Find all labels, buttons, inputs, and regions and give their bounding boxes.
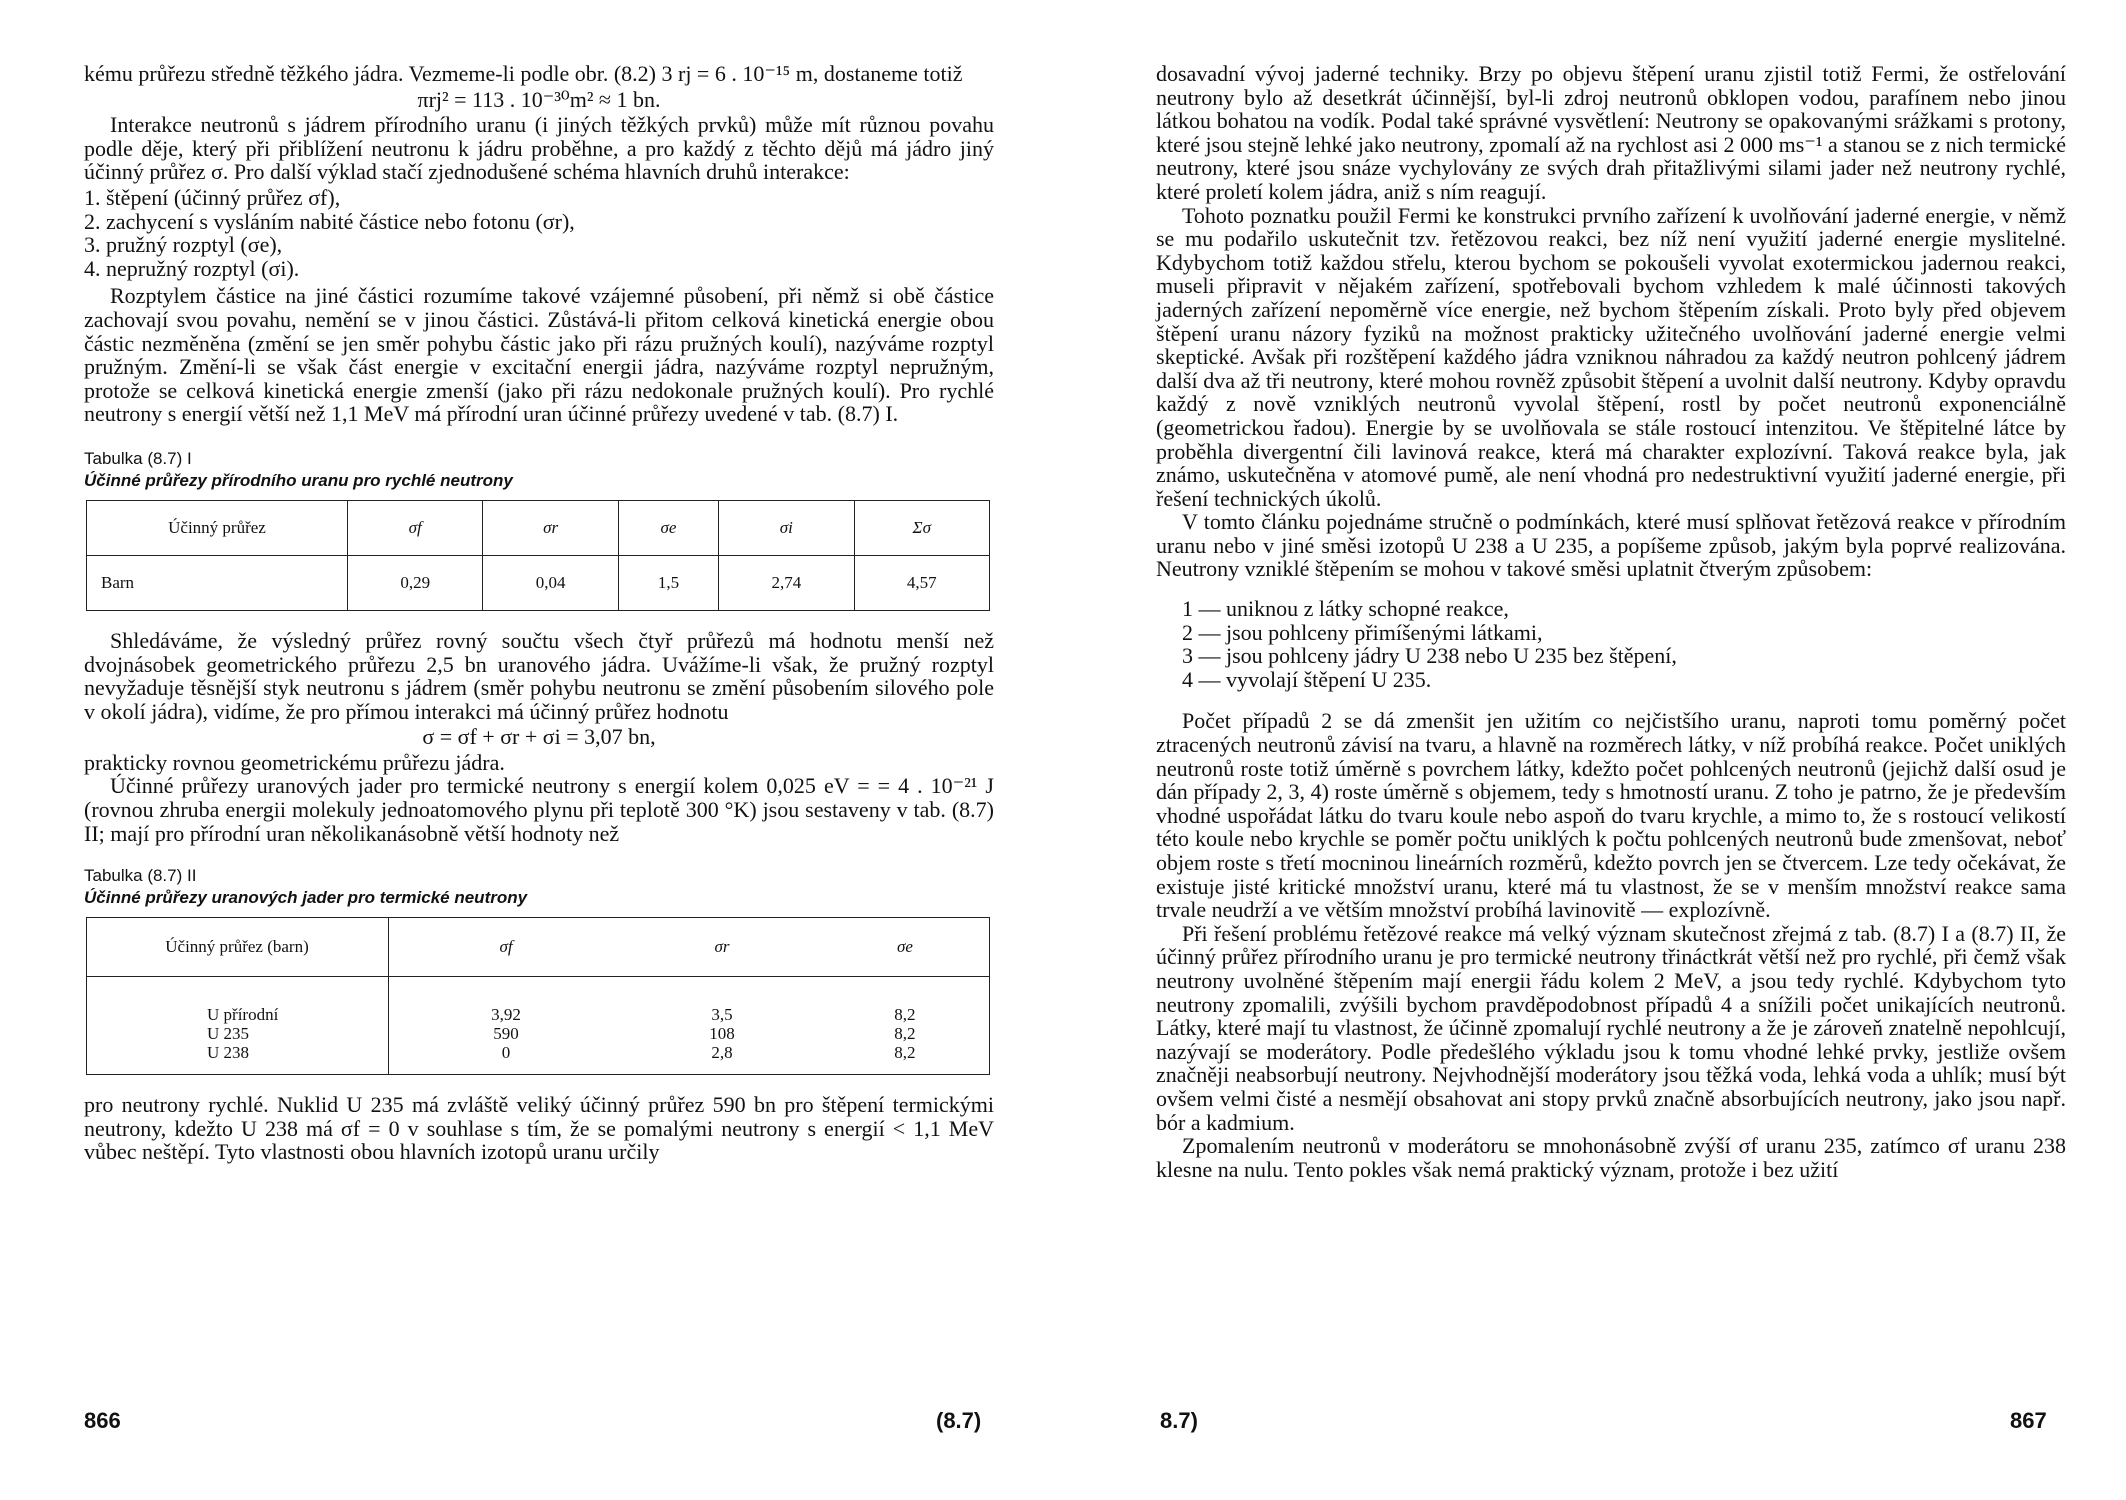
table-row: [87, 977, 990, 1075]
section-marker-left: (8.7): [936, 1408, 982, 1433]
left-paragraph-geometric: prakticky rovnou geometrickému průřezu jádra.: [84, 749, 505, 775]
value: 108: [709, 1024, 735, 1044]
right-paragraph-fermi: dosavadní vývoj jaderné techniky. Brzy po objevu štěpení uranu zjistil totiž Fermi, že ostřelování neutrony bylo až desetkrát účinnější, byl-li zdroj neutronů obklopen vodou, parafínem nebo jinou látkou bohatou na vodík. Podal také správné vysvětlení: Neutrony se opakovanými srážkami s protony, které jsou stejně lehké jako neutrony, zpomalí až na rychlost asi 2 000 ms⁻¹ a stanou se z nich termické neutrony, které jsou snáze vychylovány ze svých drah přitažlivými silami jader než neutrony rychlé, které proletí kolem jádra, aniž s ním reagují.: [1156, 61, 2066, 204]
table-1-label: Tabulka (8.7) I: [84, 448, 192, 468]
table-fast-neutrons: [86, 500, 990, 611]
table-header-row: [87, 500, 990, 555]
left-page: [84, 62, 994, 1164]
list-item: 2 — jsou pohlceny přimíšenými látkami,: [1182, 619, 1543, 645]
table-thermal-neutrons: [86, 917, 990, 1075]
value: 0: [501, 1043, 511, 1063]
right-paragraph-moderators: Při řešení problému řetězové reakce má velký význam skutečnost zřejmá z tab. (8.7) I a (8.7) II, že účinný průřez přírodního uranu je pro termické neutrony třináctkrát větší než pro rychlé, při čemž však neutrony uvolněné štěpením mají energii řádu kolem 2 MeV, a jsou tedy rychlé. Kdybychom tyto neutrony zpomalili, zvýšili bychom pravděpodobnost případů 4 a snížili počet unikajících neutronů. Látky, které mají tu vlastnost, že účinně zpomalují rychlé neutrony a že je zároveň znatelně nepohlcují, nazývají se moderátory. Podle předešlého výkladu jsou k tomu vhodné lehké prvky, jestliže ovšem značněji neabsorbují neutrony. Nejvhodnější moderátory jsou těžká voda, lehká voda a uhlík; musí být ovšem velmi čisté a nesmějí obsahovat ani stopy prvků značně absorbujících neutrony, jako jsou např. bór a kadmium.: [1156, 920, 2066, 1135]
list-item: 1. štěpení (účinný průřez σf),: [84, 184, 341, 210]
value: 2,8: [711, 1043, 733, 1063]
list-item: 3. pružný rozptyl (σe),: [84, 232, 283, 258]
neutron-fate-list: [1156, 597, 2066, 691]
right-paragraph-conditions: V tomto článku pojednáme stručně o podmínkách, které musí splňovat řetězová reakce v přírodním uranu nebo v jiné směsi izotopů U 238 a U 235, a popíšeme způsob, jakým byla poprvé realizována. Neutrony vzniklé štěpením se mohou v takové směsi uplatnit čtverým způsobem:: [1156, 509, 2066, 582]
formula-cross-section: πrj² = 113 . 10⁻³⁰m² ≈ 1 bn.: [417, 86, 661, 112]
list-item: 4 — vyvolají štěpení U 235.: [1182, 666, 1432, 692]
isotope-label: U přírodní: [207, 1005, 279, 1025]
right-page: [1156, 62, 2066, 1181]
list-item: 3 — jsou pohlceny jádry U 238 nebo U 235 bez štěpení,: [1182, 643, 1677, 669]
value: 3,92: [491, 1005, 521, 1025]
table-header-cell: Účinný průřez (barn): [87, 918, 389, 977]
value: 590: [493, 1024, 519, 1044]
value: 8,2: [894, 1024, 916, 1044]
isotope-label: U 235: [207, 1024, 250, 1044]
list-item: 4. nepružný rozptyl (σi).: [84, 255, 300, 281]
value: 8,2: [894, 1005, 916, 1025]
left-paragraph-final: pro neutrony rychlé. Nuklid U 235 má zvláště veliký účinný průřez 590 bn pro štěpení termickými neutrony, kdežto U 238 má σf = 0 v souhlase s tím, že se pomalými neutrony s energií < 1,1 MeV vůbec neštěpí. Tyto vlastnosti obou hlavních izotopů uranu určily: [84, 1092, 994, 1165]
table-cell: 1,5: [618, 555, 718, 610]
section-marker-right: 8.7): [1160, 1408, 1198, 1433]
table-header-cell: σe: [821, 918, 990, 977]
table-cell-isotopes: [87, 977, 389, 1075]
table-cell: Barn: [87, 555, 348, 610]
table-header-cell: σi: [719, 500, 854, 555]
table-1-title: Účinné průřezy přírodního uranu pro rychlé neutrony: [84, 470, 513, 490]
table-2-label: Tabulka (8.7) II: [84, 866, 197, 886]
table-header-row: [87, 918, 990, 977]
table-header-cell: σf: [389, 918, 624, 977]
table-cell: 0,29: [348, 555, 483, 610]
left-paragraph-sum: Shledáváme, že výsledný průřez rovný součtu všech čtyř průřezů má hodnotu menší než dvojnásobek geometrického průřezu 2,5 bn uranového jádra. Uvážíme-li však, že pružný rozptyl nevyžaduje těsnější styk neutronu s jádrem (směr pohybu neutronu se změní působením silového pole v okolí jádra), vidíme, že pro přímou interakci má účinný průřez hodnotu: [84, 627, 994, 724]
page-number-right: 867: [2010, 1408, 2047, 1433]
interaction-list: [84, 186, 994, 280]
list-item: 1 — uniknou z látky schopné reakce,: [1182, 596, 1509, 622]
table-cell: 4,57: [854, 555, 989, 610]
page-number-left: 866: [84, 1408, 121, 1433]
list-item: 2. zachycení s vysláním nabité částice nebo fotonu (σr),: [84, 208, 575, 234]
table-cell: 0,04: [483, 555, 618, 610]
table-cell-sigma-e: [821, 977, 990, 1075]
table-header-cell: Účinný průřez: [87, 500, 348, 555]
table-cell-sigma-f: [389, 977, 624, 1075]
table-2-title: Účinné průřezy uranových jader pro termické neutrony: [84, 888, 528, 908]
table-header-cell: Σσ: [854, 500, 989, 555]
right-paragraph-slowdown: Zpomalením neutronů v moderátoru se mnohonásobně zvýší σf uranu 235, zatímco σf uranu 238 klesne na nulu. Tento pokles však nemá praktický význam, protože i bez užití: [1156, 1133, 2066, 1182]
left-paragraph-interaction: Interakce neutronů s jádrem přírodního uranu (i jiných těžkých prvků) může mít různou povahu podle děje, který při přiblížení neutronu k jádru proběhne, a pro každý z těchto dějů má jádro jiný účinný průřez σ. Pro další výklad stačí zjednodušené schéma hlavních druhů interakce:: [84, 112, 994, 185]
right-paragraph-critical-mass: Počet případů 2 se dá zmenšit jen užitím co nejčistšího uranu, naproti tomu poměrný počet ztracených neutronů závisí na tvaru, a hlavně na rozměrech látky, v níž probíhá reakce. Počet uniklých neutronů roste totiž úměrně s povrchem látky, kdežto počet pohlcených neutronů (jejichž další osud je dán případy 2, 3, 4) roste úměrně s objemem, tedy s hmotností uranu. Z toho je patrno, že je především vhodné uspořádat látku do tvaru koule nebo aspoň do tvaru krychle, a mimo to, že s rostoucí velikostí této koule nebo krychle se poměr počtu uniklých k počtu pohlcených neutronů bude zmenšovat, neboť objem roste s třetí mocninou lineárních rozměrů, kdežto povrch jen se čtvercem. Lze tedy očekávat, že existuje jisté kritické množství uranu, které má tu vlastnost, že se v menším množství reakce sama trvale neudrží a ve větším množství probíhá lavinovitě — explozívně.: [1156, 708, 2066, 923]
left-paragraph-scattering: Rozptylem částice na jiné částici rozumíme takové vzájemné působení, při němž si obě částice zachovají svou povahu, nemění se v jinou částici. Zůstává-li přitom celková kinetická energie obou částic nezměněna (změní se jen směr pohybu částic jako při rázu pružných koulí), nazýváme rozptyl pružným. Změní-li se však část energie v excitační energii jádra, nazýváme rozptyl nepružným, protože se celková kinetická energie zmenší (jako při rázu nedokonale pružných koulí). Pro rychlé neutrony s energií větší než 1,1 MeV má přírodní uran účinné průřezy uvedené v tab. (8.7) I.: [84, 283, 994, 427]
table-header-cell: σr: [623, 918, 821, 977]
table-header-cell: σe: [618, 500, 718, 555]
right-paragraph-chain-reaction: Tohoto poznatku použil Fermi ke konstrukci prvního zařízení k uvolňování jaderné energie, v němž se mu podařilo uskutečnit tzv. řetězovou reakci, bez níž není využití jaderné energie myslitelné. Kdybychom totiž každou střelu, kterou bychom se pokoušeli vyvolat exotermickou jadernou reakci, museli připravit v nějakém zařízení, spotřebovali bychom vzhledem k malé účinnosti takových jaderných zařízení nepoměrně více energie, než bychom štěpením získali. Proto byly před objevem štěpení uranu názory fyziků na možnost prakticky užitečného uvolňování jaderné energie velmi skeptické. Avšak při rozštěpení každého jádra vzniknou náhradou za každý neutron pohlcený jádrem další dva až tři neutrony, které mohou rovněž způsobit štěpení a uvolnit další neutrony. Kdyby opravdu každý z nově vzniklých neutronů vyvolal štěpení, rostl by počet neutronů exponenciálně (geometrickou řadou). Energie by se uvolňovala se stále rostoucí intenzitou. Ve štěpitelné látce by proběhla divergentní čili lavinová reakce, která má charakter explozívní. Taková reakce byla, jak známo, uskutečněna v atomové pumě, ale není vhodná pro nedestruktivní využití jaderné energie, při řešení technických úkolů.: [1156, 202, 2066, 511]
isotope-label: U 238: [207, 1043, 250, 1063]
value: 8,2: [894, 1043, 916, 1063]
table-row: [87, 555, 990, 610]
table-cell-sigma-r: [623, 977, 821, 1075]
value: 3,5: [711, 1005, 733, 1025]
left-paragraph-thermal: Účinné průřezy uranových jader pro termické neutrony s energií kolem 0,025 eV = = 4 . 10⁻²¹ J (rovnou zhruba energii molekuly jednoatomového plynu při teplotě 300 °K) jsou sestaveny v tab. (8.7) II; mají pro přírodní uran několikanásobně větší hodnoty než: [84, 773, 994, 846]
formula-direct-interaction: σ = σf + σr + σi = 3,07 bn,: [422, 724, 656, 750]
table-header-cell: σr: [483, 500, 618, 555]
table-header-cell: σf: [348, 500, 483, 555]
left-intro-paragraph: kému průřezu středně těžkého jádra. Vezmeme-li podle obr. (8.2) 3 rj = 6 . 10⁻¹⁵ m, dostaneme totiž: [84, 61, 963, 86]
table-cell: 2,74: [719, 555, 854, 610]
